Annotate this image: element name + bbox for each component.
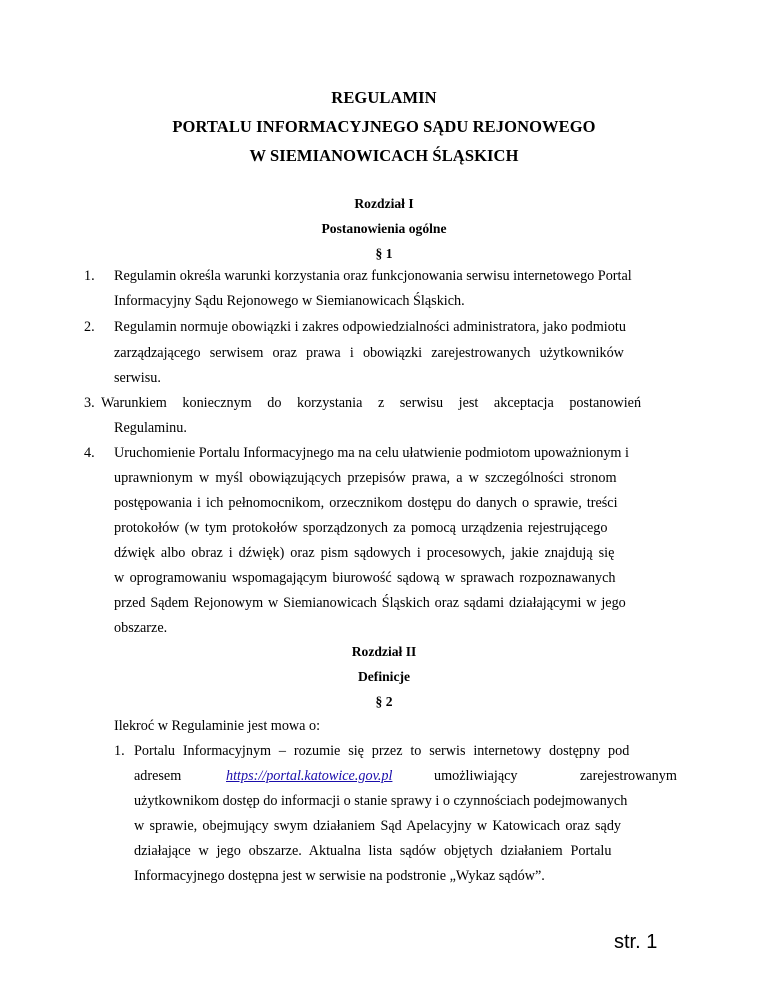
chapter2-label: Rozdział II	[351, 644, 417, 659]
definition1-line6: Informacyjnego dostępna jest w serwisie na podstronie „Wykaz sądów”.	[134, 868, 545, 884]
item2-number: 2.	[84, 319, 95, 335]
definition1-line2-adresem: adresem	[134, 768, 182, 784]
chapter1-name: Postanowienia ogólne	[321, 221, 447, 236]
item4-line4: protokołów (w tym protokołów sporządzonych za pomocą urządzenia rejestrującego	[114, 520, 608, 536]
item4-line7: przed Sądem Rejonowym w Siemianowicach Śląskich oraz sądami działającymi w jego	[114, 595, 626, 611]
item4-line2: uprawnionym w myśl obowiązujących przepisów prawa, a w szczególności stronom	[114, 470, 617, 486]
item3-line2: Regulaminu.	[114, 420, 187, 436]
section2-mark: § 2	[375, 694, 393, 709]
definition1-number: 1.	[114, 743, 125, 759]
definition1-line5: działające w jego obszarze. Aktualna lista sądów objętych działaniem Portalu	[134, 843, 612, 859]
item1-number: 1.	[84, 268, 95, 284]
item3-number: 3.	[84, 395, 95, 411]
page-number: str. 1	[614, 931, 658, 953]
document-title-line2: PORTALU INFORMACYJNEGO SĄDU REJONOWEGO	[172, 117, 596, 136]
item1-line1	[114, 269, 690, 283]
chapter2-intro: Ilekroć w Regulaminie jest mowa o:	[114, 718, 321, 734]
item2-line1: Regulamin normuje obowiązki i zakres odpowiedzialności administratora, jako podmiotu	[114, 319, 627, 335]
item2-line2: zarządzającego serwisem oraz prawa i obowiązki zarejestrowanych użytkowników	[114, 345, 624, 361]
item4-line8: obszarze.	[114, 620, 168, 636]
item3-line1: Warunkiem koniecznym do korzystania z serwisu jest akceptacja postanowień	[101, 395, 642, 411]
item4-line5: dźwięk albo obraz i dźwięk) oraz pism sądowych i procesowych, jakie znajdują się	[114, 545, 615, 561]
item1-line2: Informacyjny Sądu Rejonowego w Siemianowicach Śląskich.	[114, 293, 465, 309]
definition1-line2-zarejestrowanym: zarejestrowanym	[580, 768, 677, 784]
definition1-line1: Portalu Informacyjnym – rozumie się przez to serwis internetowy dostępny pod	[134, 743, 630, 759]
definition1-line2-umozliwiajacy: umożliwiający	[434, 768, 518, 784]
item4-line3: postępowania i ich pełnomocnikom, orzecznikom dostępu do danych o sprawie, treści	[114, 495, 618, 511]
document-title-line3: W SIEMIANOWICACH ŚLĄSKICH	[249, 146, 519, 165]
item4-number: 4.	[84, 445, 95, 461]
document-title-line1: REGULAMIN	[331, 88, 437, 107]
chapter2-name: Definicje	[357, 669, 411, 684]
definition1-line4: w sprawie, obejmujący swym działaniem Sąd Apelacyjny w Katowicach oraz sądy	[134, 818, 622, 834]
section1-mark: § 1	[375, 246, 393, 261]
portal-url-link[interactable]: https://portal.katowice.gov.pl	[226, 768, 393, 784]
chapter1-label: Rozdział I	[354, 196, 414, 211]
item1-line1-text: Regulamin określa warunki korzystania oraz funkcjonowania serwisu internetowego Portal	[114, 268, 632, 284]
item4-line1: Uruchomienie Portalu Informacyjnego ma na celu ułatwienie podmiotom upoważnionym i	[114, 445, 629, 461]
definition1-line3: użytkownikom dostęp do informacji o stanie sprawy i o czynnościach podejmowanych	[134, 793, 628, 809]
item2-line3: serwisu.	[114, 370, 161, 386]
item4-line6: w oprogramowaniu wspomagającym biurowość sądową w sprawach rozpoznawanych	[114, 570, 616, 586]
